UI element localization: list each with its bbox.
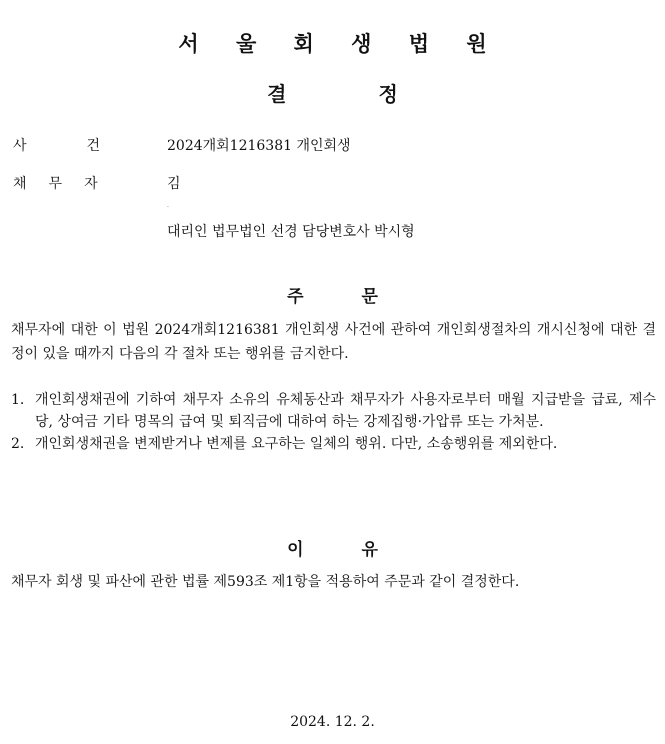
court-name: 서 울 회 생 법 원 [178,32,502,56]
reason-heading [0,535,665,560]
order-heading [0,282,665,307]
list-item-number: 2. [11,436,25,452]
order-heading-left: 주 [287,287,304,307]
list-item-number: 1. [11,392,25,408]
reason-heading-left: 이 [287,540,304,560]
decision-date: 2024. 12. 2. [290,714,375,730]
order-heading-right: 문 [361,287,378,307]
document-type-left: 결 [267,82,287,106]
list-item-text: 개인회생채권에 기하여 채무자 소유의 유체동산과 채무자가 사용자로부터 매월 지급받을 급료, 제수당, 상여금 기타 명목의 급여 및 퇴직금에 대하여 하는 강제집행·가압류 또는 가처분. [35,392,656,430]
reason-heading-right: 유 [361,540,378,560]
debtor-label: 채 무 자 [13,176,98,192]
redaction-mark: · [167,204,169,211]
document-type-right: 정 [378,82,398,106]
debtor-name: 김 [167,176,181,192]
list-item [11,433,656,455]
document-type-title [0,78,665,107]
debtor-representative: 대리인 법무법인 선경 담당변호사 박시형 [167,224,415,240]
case-label: 사 건 [13,138,101,154]
list-item [11,389,656,433]
order-intro: 채무자에 대한 이 법원 2024개회1216381 개인회생 사건에 관하여 개인회생절차의 개시신청에 대한 결정이 있을 때까지 다음의 각 절차 또는 행위를 금지한다. [11,322,656,362]
reason-text: 채무자 회생 및 파산에 관한 법률 제593조 제1항을 적용하여 주문과 같이 결정한다. [11,574,520,590]
order-list [11,389,656,455]
list-item-text: 개인회생채권을 변제받거나 변제를 요구하는 일체의 행위. 다만, 소송행위를 제외한다. [35,436,558,452]
case-number: 2024개회1216381 개인회생 [167,138,351,154]
